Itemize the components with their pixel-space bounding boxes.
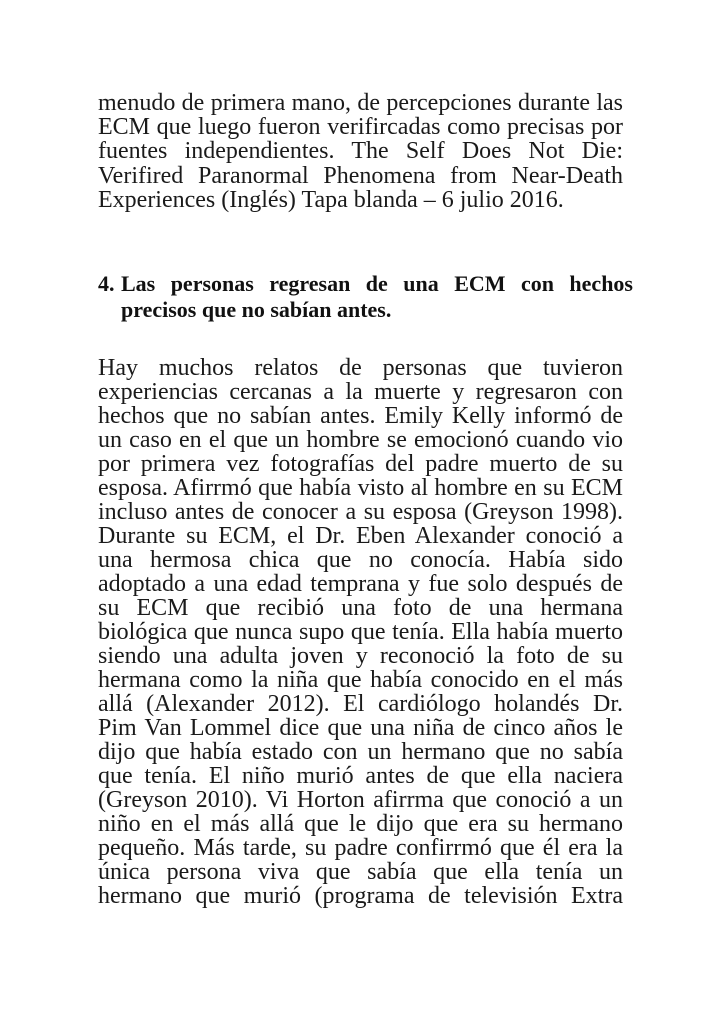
text-line: que tenía. El niño murió antes de que ella naciera — [98, 763, 623, 789]
text-line: experiencias cercanas a la muerte y regresaron con — [98, 379, 623, 405]
text-line: adoptado a una edad temprana y fue solo después de — [98, 571, 623, 597]
text-line: dijo que había estado con un hermano que no sabía — [98, 739, 623, 765]
text-line: una hermosa chica que no conocía. Había sido — [98, 547, 623, 573]
text-line: pequeño. Más tarde, su padre confirrmó que él era la — [98, 835, 623, 861]
text-line: Pim Van Lommel dice que una niña de cinco años le — [98, 715, 623, 741]
text-line: allá (Alexander 2012). El cardiólogo holandés Dr. — [98, 691, 623, 717]
section-heading-4 — [98, 271, 633, 322]
paragraph-body — [98, 356, 623, 908]
text-line: niño en el más allá que le dijo que era su hermano — [98, 811, 623, 837]
text-line: por primera vez fotografías del padre muerto de su — [98, 451, 623, 477]
text-line: ECM que luego fueron verifircadas como precisas por — [98, 114, 623, 141]
text-line: Experiences (Inglés) Tapa blanda – 6 julio 2016. — [98, 186, 564, 213]
text-line: (Greyson 2010). Vi Horton afirrma que conoció a un — [98, 787, 623, 813]
paragraph-book-reference — [98, 91, 623, 212]
text-line: siendo una adulta joven y reconoció la foto de su — [98, 643, 623, 669]
list-number: 4. — [98, 271, 115, 296]
heading-line: precisos que no sabían antes. — [121, 296, 392, 322]
text-line: un caso en el que un hombre se emocionó cuando vio — [98, 427, 623, 453]
text-line: Hay muchos relatos de personas que tuvieron — [98, 355, 623, 381]
text-line: única persona viva que sabía que ella tenía un — [98, 859, 623, 885]
text-line: hechos que no sabían antes. Emily Kelly informó de — [98, 403, 623, 429]
text-line: biológica que nunca supo que tenía. Ella había muerto — [98, 619, 623, 645]
text-line: Durante su ECM, el Dr. Eben Alexander conoció a — [98, 523, 623, 549]
text-line: menudo de primera mano, de percepciones durante las — [98, 90, 623, 116]
section-heading-text — [121, 271, 633, 322]
text-line: esposa. Afirrmó que había visto al hombre en su ECM — [98, 475, 623, 501]
text-line: incluso antes de conocer a su esposa (Greyson 1998). — [98, 499, 623, 525]
text-line: hermana como la niña que había conocido en el más — [98, 667, 623, 693]
text-line: su ECM que recibió una foto de una hermana — [98, 595, 623, 621]
heading-line: Las personas regresan de una ECM con hechos — [121, 271, 633, 296]
text-line: Verifired Paranormal Phenomena from Near-Death — [98, 162, 623, 189]
text-line: fuentes independientes. The Self Does Not Die: — [98, 138, 623, 165]
text-line: hermano que murió (programa de televisión Extra — [98, 883, 623, 909]
